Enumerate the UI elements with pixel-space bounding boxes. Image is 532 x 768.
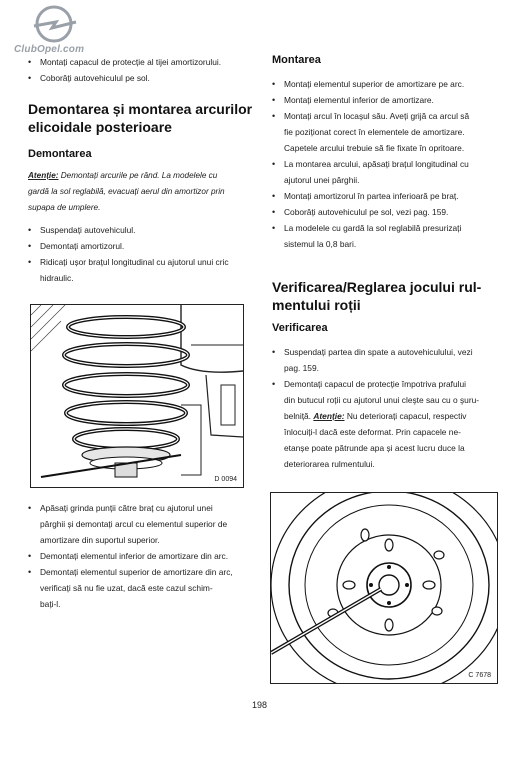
verificarea-steps xyxy=(272,344,498,472)
list-item: • Suspendați partea din spate a autovehiculului, vezi pag. 159. xyxy=(272,344,498,376)
list-item: • Ridicați ușor brațul longitudinal cu ajutorul unui cric hidraulic. xyxy=(28,254,254,286)
list-item: • Demontați amortizorul. xyxy=(28,238,254,254)
list-item: • Montați capacul de protecție al tijei amortizorului. xyxy=(28,54,254,70)
top-bullet-list xyxy=(28,54,254,86)
warning-text: Demontați arcurile pe rând. La modelele cu xyxy=(60,171,218,180)
warning-text: supapa de umplere. xyxy=(28,203,101,212)
section-title xyxy=(28,100,254,136)
steps-list-1 xyxy=(28,222,254,286)
list-item: • Apăsați grinda punții către braț cu ajutorul unei pârghii și demontați arcul cu elementul superior de amortizare din suportul superior. xyxy=(28,500,254,548)
section-title-line: Demontarea și montarea arcurilor xyxy=(28,101,253,117)
watermark-text: ClubOpel.com xyxy=(14,44,85,55)
list-item: • La modelele cu gardă la sol reglabilă presurizați sistemul la 0,8 bari. xyxy=(272,220,498,252)
subheading-demontarea: Demontarea xyxy=(28,148,92,160)
wheel-hub-figure xyxy=(270,492,498,684)
list-item: • Suspendați autovehiculul. xyxy=(28,222,254,238)
list-item: • Montați elementul inferior de amortizare. xyxy=(272,92,498,108)
figure-code: C 7678 xyxy=(468,672,491,679)
warning-note xyxy=(28,168,254,216)
list-item: • Montați elementul superior de amortizare pe arc. xyxy=(272,76,498,92)
list-item: • La montarea arcului, apăsați brațul longitudinal cu ajutorul unei pârghii. xyxy=(272,156,498,188)
subheading-verificarea: Verificarea xyxy=(272,322,328,334)
section-title-line: elicoidale posterioare xyxy=(28,119,172,135)
section2-title xyxy=(272,278,498,314)
list-item: • Montați arcul în locașul său. Aveți grijă ca arcul să fie poziționat corect în elementele de amortizare. Capetele arcului trebuie să fie fixate în opritoare. xyxy=(272,108,498,156)
section-title-line: Verificarea/Reglarea jocului rul- xyxy=(272,279,482,295)
list-item: • Coborâți autovehiculul pe sol, vezi pag. 159. xyxy=(272,204,498,220)
warning-label: Atenție: xyxy=(313,411,345,421)
subheading-montarea: Montarea xyxy=(272,54,321,66)
list-item: • Coborâți autovehiculul pe sol. xyxy=(28,70,254,86)
spring-figure xyxy=(30,304,244,488)
warning-text: gardă la sol reglabilă, evacuați aerul din amortizor prin xyxy=(28,187,225,196)
list-item: • Demontați capacul de protecție împotriva prafului din butucul roții cu ajutorul unui cleşte sau cu o şuru- belniță. Atenție: Nu deteriorați capacul, respectiv înlocuiți-l dacă este deformat. Prin capacele ne- etanșe poate pătrunde apa și acest lucru duce la deteriorarea rulmentului. xyxy=(272,376,498,472)
figure-code: D 0094 xyxy=(214,476,237,483)
list-item: • Demontați elementul superior de amortizare din arc, verificați să nu fie uzat, dacă este cazul schim- bați-l. xyxy=(28,564,254,612)
section-title-line: mentului roții xyxy=(272,297,361,313)
steps-list-2 xyxy=(28,500,254,612)
warning-label: Atenție: xyxy=(28,171,59,180)
page-number: 198 xyxy=(252,700,268,710)
montarea-steps xyxy=(272,76,498,252)
list-item: • Demontați elementul inferior de amortizare din arc. xyxy=(28,548,254,564)
list-item: • Montați amortizorul în partea inferioară pe braț. xyxy=(272,188,498,204)
